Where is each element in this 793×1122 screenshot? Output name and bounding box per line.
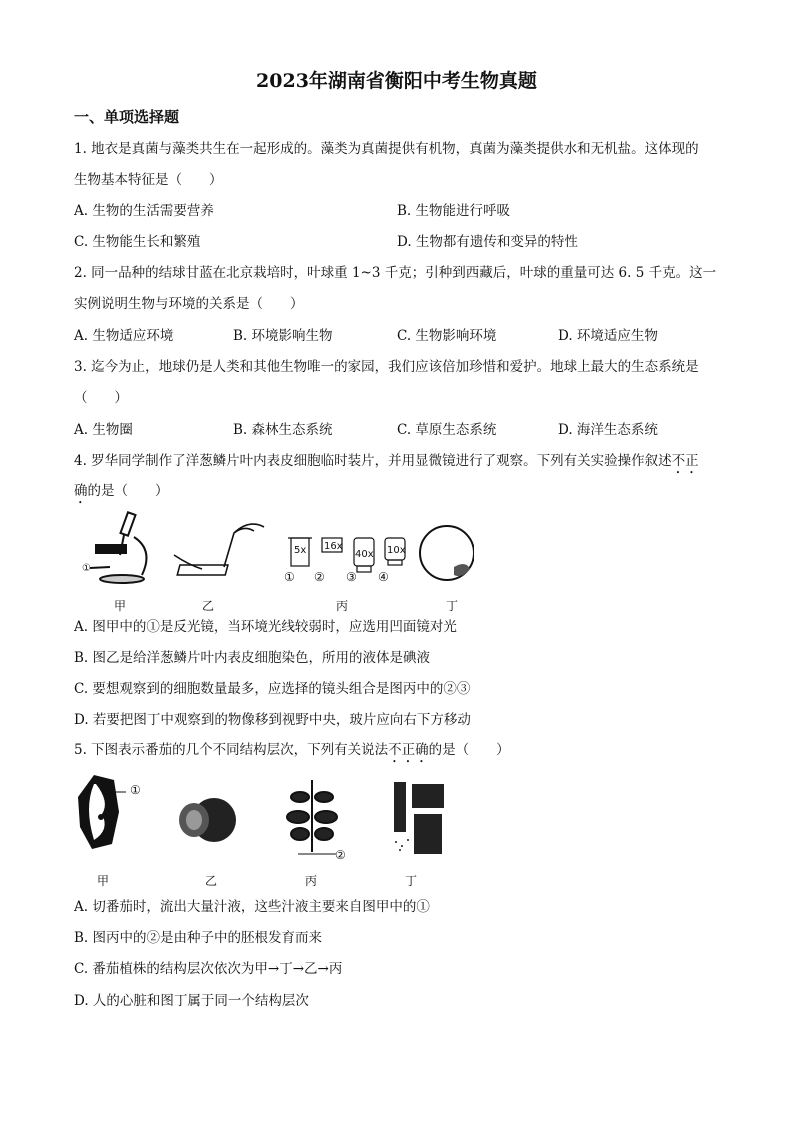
q1-option-c: C. 生物能生长和繁殖 — [74, 234, 201, 250]
q5-option-c: C. 番茄植株的结构层次依次为甲→丁→乙→丙 — [74, 961, 343, 977]
q4-mark-lens-1: ① — [284, 570, 295, 584]
q4-lens-1: 5x — [294, 545, 307, 556]
q4-stem — [74, 452, 699, 477]
q4-option-b: B. 图乙是给洋葱鳞片叶内表皮细胞染色，所用的液体是碘液 — [74, 650, 431, 666]
q3-stem-cont: （ ） — [74, 390, 128, 406]
q3-option-a: A. 生物圈 — [74, 422, 133, 438]
q5-stem-text: 5. 下图表示番茄的几个不同结构层次，下列有关说法 — [74, 742, 389, 758]
q1-option-b: B. 生物能进行呼吸 — [397, 203, 511, 219]
q2-option-a: A. 生物适应环境 — [74, 328, 174, 344]
q4-stem-cont — [74, 482, 169, 507]
q5-option-a: A. 切番茄时，流出大量汁液，这些汁液主要来自图甲中的① — [74, 899, 430, 915]
staining-hands-icon — [174, 524, 264, 575]
q4-lens-4: 10x — [387, 545, 406, 556]
q5-label-ding: 丁 — [405, 874, 418, 888]
q4-label-jia: 甲 — [114, 599, 127, 613]
q5-option-d: D. 人的心脏和图丁属于同一个结构层次 — [74, 993, 309, 1009]
q4-lens-3: 40x — [355, 549, 374, 560]
q5-option-b: B. 图丙中的②是由种子中的胚根发育而来 — [74, 930, 323, 946]
q4-stem-text-2: 的是（ ） — [87, 483, 169, 499]
q4-stem-text: 4. 罗华同学制作了洋葱鳞片叶内表皮细胞临时装片，并用显微镜进行了观察。下列有关实验操作叙述 — [74, 453, 672, 469]
cells-icon — [454, 564, 470, 576]
q4-mark-lens-4: ④ — [378, 570, 389, 584]
section-heading: 一、单项选择题 — [74, 108, 180, 126]
q2-option-b: B. 环境影响生物 — [233, 328, 333, 344]
page-title: 2023年湖南省衡阳中考生物真题 — [256, 70, 537, 92]
q3-stem: 3. 迄今为止，地球仍是人类和其他生物唯一的家园，我们应该倍加珍惜和爱护。地球上最大的生态系统是 — [74, 359, 699, 375]
q5-stem-text-2: 的是（ ） — [428, 742, 510, 758]
q4-option-c: C. 要想观察到的细胞数量最多，应选择的镜头组合是图丙中的②③ — [74, 681, 471, 697]
q4-option-d: D. 若要把图丁中观察到的物像移到视野中央，玻片应向右下方移动 — [74, 712, 471, 728]
q4-figure — [74, 505, 474, 585]
q3-option-d: D. 海洋生态系统 — [558, 422, 658, 438]
q4-option-a: A. 图甲中的①是反光镜，当环境光线较弱时，应选用凹面镜对光 — [74, 619, 457, 635]
q5-label-bing: 丙 — [305, 874, 318, 888]
q4-emphasis-2: 确 — [74, 483, 88, 499]
q2-option-d: D. 环境适应生物 — [558, 328, 658, 344]
q4-mark-lens-3: ③ — [346, 570, 357, 584]
q4-mark-1: ① — [82, 563, 91, 574]
q3-option-b: B. 森林生态系统 — [233, 422, 333, 438]
microscope-icon — [90, 512, 147, 583]
q5-stem — [74, 741, 510, 766]
q2-stem-cont: 实例说明生物与环境的关系是（ ） — [74, 296, 304, 312]
tomato-icon — [179, 798, 236, 842]
q5-mark-1: ① — [130, 783, 141, 797]
plant-cell-icon — [78, 775, 126, 849]
q2-stem: 2. 同一品种的结球甘蓝在北京栽培时，叶球重 1~3 千克；引种到西藏后，叶球的重量可达 6. 5 千克。这一 — [74, 265, 717, 281]
tomato-plant-icon — [287, 780, 337, 854]
q1-stem-cont: 生物基本特征是（ ） — [74, 172, 223, 188]
q1-option-d: D. 生物都有遗传和变异的特性 — [397, 234, 578, 250]
q5-mark-2: ② — [335, 848, 346, 862]
q4-label-yi: 乙 — [202, 599, 215, 613]
q4-label-ding: 丁 — [446, 599, 459, 613]
q1-stem: 1. 地衣是真菌与藻类共生在一起形成的。藻类为真菌提供有机物，真菌为藻类提供水和无机盐。这体现的 — [74, 141, 699, 157]
q2-option-c: C. 生物影响环境 — [397, 328, 497, 344]
q5-emphasis: 不正确 — [388, 742, 429, 758]
q4-mark-lens-2: ② — [314, 570, 325, 584]
q4-emphasis: 不正 — [671, 453, 699, 469]
q5-label-yi: 乙 — [205, 874, 218, 888]
q1-option-a: A. 生物的生活需要营养 — [74, 203, 214, 219]
tissue-icon — [394, 782, 444, 854]
q4-lens-2: 16x — [324, 541, 343, 552]
q3-option-c: C. 草原生态系统 — [397, 422, 497, 438]
q5-label-jia: 甲 — [97, 874, 110, 888]
q4-label-bing: 丙 — [336, 599, 349, 613]
